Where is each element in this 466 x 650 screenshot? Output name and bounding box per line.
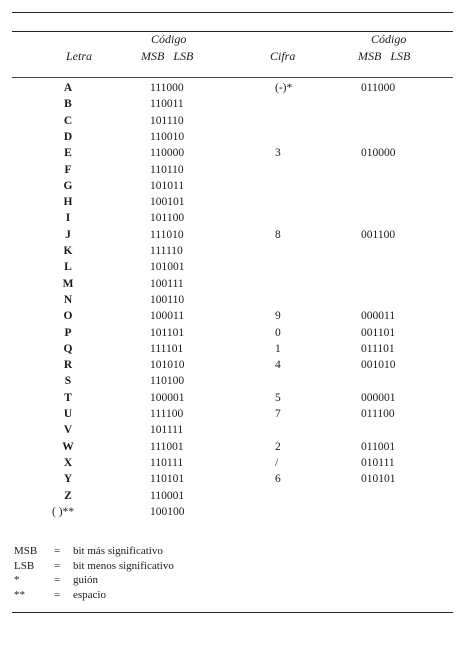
letter-cell: B — [64, 98, 72, 111]
letter-cell: U — [63, 408, 73, 420]
letter-code-cell: 111101 — [150, 342, 184, 355]
letter-cell: D — [63, 130, 73, 143]
digit-cell: 7 — [275, 408, 281, 420]
legend-text: bit más significativo — [73, 545, 163, 557]
letter-code-cell: 101001 — [150, 261, 185, 274]
letter-cell: M — [62, 277, 74, 290]
letter-code-cell: 101110 — [150, 114, 184, 127]
digit-cell: 5 — [275, 391, 281, 404]
letter-cell: N — [63, 293, 73, 306]
letter-cell: T — [64, 391, 72, 404]
digit-cell: 9 — [275, 310, 281, 323]
digit-code-cell: 001010 — [361, 359, 396, 372]
letter-cell: R — [63, 359, 73, 372]
letter-code-cell: 110111 — [150, 456, 184, 469]
legend-symbol: ** — [14, 588, 25, 601]
letter-cell: V — [63, 424, 73, 437]
letter-cell: J — [65, 228, 71, 241]
letter-code-cell: 110100 — [150, 375, 185, 388]
letter-code-cell: 100001 — [150, 391, 185, 404]
letter-cell: K — [63, 245, 73, 257]
digit-cell: (-)* — [275, 82, 293, 94]
digit-code-cell: 010000 — [361, 147, 396, 160]
letter-cell: Z — [64, 489, 72, 502]
letter-code-cell: 111100 — [150, 408, 184, 420]
bottom-rule — [12, 612, 453, 613]
letter-code-cell: 100111 — [150, 277, 184, 290]
digit-code-cell: 001100 — [361, 228, 396, 241]
codigo-header-1: Código — [151, 32, 187, 46]
legend-text: guión — [73, 574, 99, 586]
letter-code-cell: 111110 — [150, 245, 183, 257]
letter-cell: Q — [63, 342, 73, 355]
letter-code-cell: 100110 — [150, 293, 185, 306]
letter-cell: ( )** — [52, 505, 75, 518]
letter-code-cell: 110011 — [150, 98, 184, 111]
letter-code-cell: 100011 — [150, 310, 185, 323]
digit-code-cell: 011100 — [361, 408, 395, 420]
header-underline-rule — [12, 77, 453, 78]
legend-equals: = — [54, 588, 61, 601]
legend-equals: = — [54, 559, 61, 572]
digit-code-cell: 000011 — [361, 310, 396, 323]
cifra-header: Cifra — [270, 49, 296, 63]
letter-cell: O — [63, 310, 73, 323]
digit-code-cell: 011101 — [361, 342, 395, 355]
letter-cell: G — [63, 179, 73, 192]
letter-code-cell: 101011 — [150, 179, 185, 192]
header-divider-rule — [12, 31, 453, 32]
letter-code-cell: 111000 — [150, 82, 184, 94]
digit-cell: 6 — [275, 473, 281, 486]
letter-cell: H — [63, 196, 73, 209]
digit-cell: 4 — [275, 359, 281, 372]
top-rule — [12, 12, 453, 13]
letter-code-cell: 111010 — [150, 228, 184, 241]
digit-cell: / — [275, 456, 279, 469]
letter-cell: C — [63, 114, 73, 127]
letter-cell: L — [64, 261, 72, 274]
letter-cell: W — [62, 440, 74, 453]
letter-code-cell: 110110 — [150, 163, 184, 176]
letter-code-cell: 110000 — [150, 147, 185, 160]
letter-cell: S — [64, 375, 72, 388]
letter-cell: F — [64, 163, 72, 176]
digit-cell: 0 — [275, 326, 281, 339]
digit-cell: 3 — [275, 147, 281, 160]
letter-code-cell: 110001 — [150, 489, 185, 502]
letter-code-cell: 100100 — [150, 505, 185, 518]
letter-cell: E — [64, 147, 72, 160]
letter-cell: P — [64, 326, 72, 339]
letter-code-cell: 110010 — [150, 130, 185, 143]
letter-cell: Y — [63, 473, 73, 486]
letter-code-cell: 101010 — [150, 359, 185, 372]
msb-lsb-header-2: MSB LSB — [358, 49, 411, 63]
legend-text: espacio — [73, 588, 106, 601]
legend-text: bit menos significativo — [73, 559, 174, 572]
digit-code-cell: 011000 — [361, 82, 396, 94]
digit-code-cell: 010111 — [361, 456, 395, 469]
letter-code-cell: 110101 — [150, 473, 185, 486]
letter-code-cell: 101100 — [150, 212, 185, 225]
letter-code-cell: 101111 — [150, 424, 184, 437]
codigo-header-2: Código — [371, 32, 407, 46]
legend-symbol: MSB — [14, 545, 38, 557]
msb-lsb-header-1: MSB LSB — [141, 49, 194, 63]
letter-cell: X — [63, 456, 73, 469]
letter-code-cell: 101101 — [150, 326, 185, 339]
letra-header: Letra — [66, 49, 93, 63]
letter-cell: I — [65, 212, 71, 225]
letter-cell: A — [63, 82, 73, 94]
digit-code-cell: 011001 — [361, 440, 396, 453]
legend-equals: = — [54, 574, 61, 586]
digit-cell: 1 — [275, 342, 281, 355]
legend-symbol: * — [14, 574, 20, 586]
legend-equals: = — [54, 545, 61, 557]
digit-cell: 2 — [275, 440, 281, 453]
digit-code-cell: 000001 — [361, 391, 396, 404]
digit-cell: 8 — [275, 228, 281, 241]
legend-symbol: LSB — [14, 559, 35, 572]
digit-code-cell: 010101 — [361, 473, 396, 486]
letter-code-cell: 111001 — [150, 440, 184, 453]
letter-code-cell: 100101 — [150, 196, 185, 209]
digit-code-cell: 001101 — [361, 326, 396, 339]
